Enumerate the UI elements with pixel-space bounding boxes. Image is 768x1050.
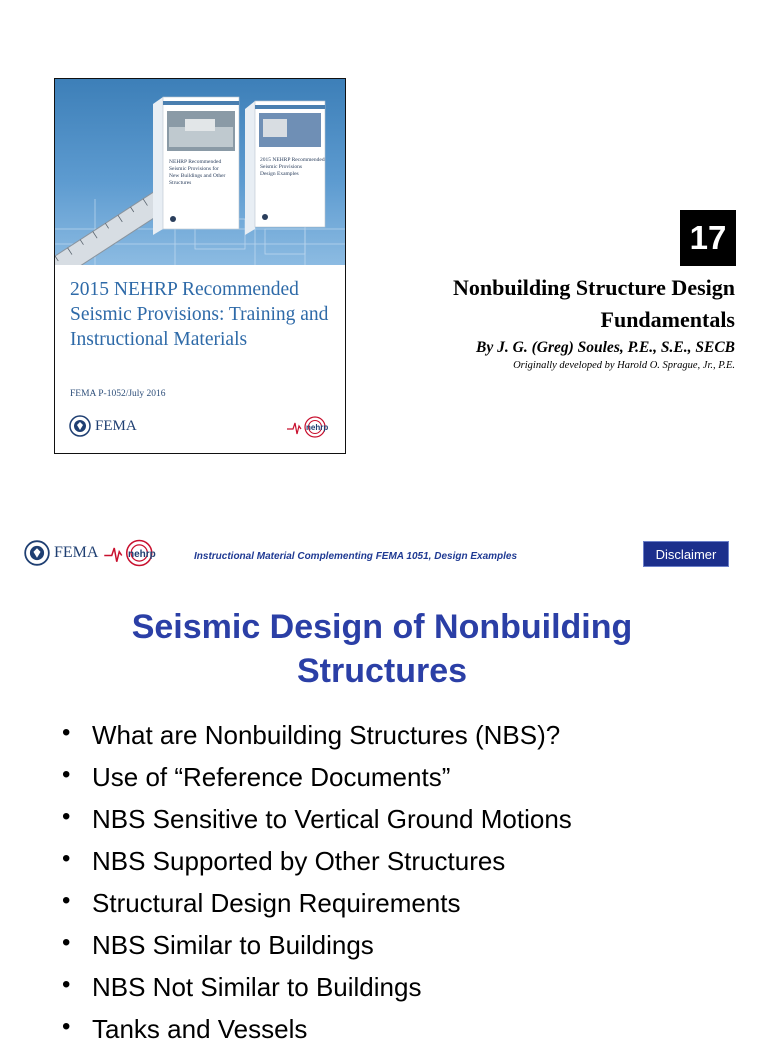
cover-nehrp-label: nehrp (306, 423, 329, 432)
cover-nehrp-logo (287, 415, 333, 444)
bullet-item (62, 924, 572, 966)
nehrp-logo-icon (102, 538, 164, 568)
bullet-dot: • (62, 1013, 71, 1040)
chapter-title-line2: Fundamentals (600, 307, 735, 332)
bullet-item (62, 840, 572, 882)
cover-title: 2015 NEHRP Recommended Seismic Provisions: Training and Instructional Materials (70, 279, 329, 350)
slide-title (60, 605, 704, 693)
bullet-text: Tanks and Vessels (92, 1014, 308, 1044)
slide-title-line1: Seismic Design of Nonbuilding (131, 608, 633, 646)
svg-text:Design Examples: Design Examples (260, 171, 299, 177)
bullet-dot: • (62, 887, 71, 914)
cover-subtitle: FEMA P-1052/July 2016 (70, 389, 166, 399)
header-logo (24, 538, 164, 568)
chapter-title (315, 272, 735, 336)
header-fema-label: FEMA (54, 544, 99, 561)
chapter-number: 17 (680, 210, 736, 266)
bullet-dot: • (62, 761, 71, 788)
bullet-item (62, 714, 572, 756)
bullet-dot: • (62, 929, 71, 956)
svg-text:Seismic Provisions for: Seismic Provisions for (169, 166, 219, 172)
chapter-author: By J. G. (Greg) Soules, P.E., S.E., SECB (476, 339, 735, 356)
book-2-icon (245, 101, 325, 235)
header-subtitle: Instructional Material Complementing FEMA 1051, Design Examples (194, 551, 518, 562)
cover-image (54, 78, 346, 454)
bullet-dot: • (62, 845, 71, 872)
bullet-dot: • (62, 719, 71, 746)
bullet-dot: • (62, 803, 71, 830)
bullet-item (62, 1008, 572, 1050)
nehrp-logo-icon (287, 415, 333, 439)
svg-text:2015 NEHRP Recommended: 2015 NEHRP Recommended (260, 157, 325, 163)
bullet-dot: • (62, 971, 71, 998)
cover-illustration (55, 79, 345, 265)
bullet-text: Use of “Reference Documents” (92, 762, 451, 792)
cover-banner (55, 79, 345, 265)
disclaimer-button[interactable]: Disclaimer (643, 541, 729, 567)
bullet-text: NBS Not Similar to Buildings (92, 972, 422, 1002)
svg-text:NEHRP Recommended: NEHRP Recommended (169, 159, 222, 165)
book-1-icon (153, 97, 239, 235)
cover-fema-label: FEMA (95, 417, 137, 434)
bullet-text: NBS Supported by Other Structures (92, 846, 506, 876)
bullet-text: NBS Similar to Buildings (92, 930, 374, 960)
svg-text:Structures: Structures (169, 180, 192, 186)
dhs-seal-icon (69, 415, 91, 437)
bullet-text: Structural Design Requirements (92, 888, 461, 918)
header-nehrp-label: nehrp (128, 548, 157, 560)
bullet-text: What are Nonbuilding Structures (NBS)? (92, 720, 561, 750)
chapter-title-line1: Nonbuilding Structure Design (453, 275, 735, 300)
bullet-item (62, 966, 572, 1008)
bullet-item (62, 756, 572, 798)
svg-text:Seismic Provisions: Seismic Provisions (260, 164, 303, 170)
bullet-list (62, 714, 572, 1050)
dhs-seal-icon (24, 540, 50, 566)
bullet-text: NBS Sensitive to Vertical Ground Motions (92, 804, 572, 834)
cover-fema-logo (69, 415, 137, 437)
slide-title-line2: Structures (296, 652, 468, 690)
chapter-original-author: Originally developed by Harold O. Sprague, Jr., P.E. (513, 360, 735, 371)
svg-text:New Buildings and Other: New Buildings and Other (169, 173, 226, 179)
bullet-item (62, 882, 572, 924)
bullet-item (62, 798, 572, 840)
